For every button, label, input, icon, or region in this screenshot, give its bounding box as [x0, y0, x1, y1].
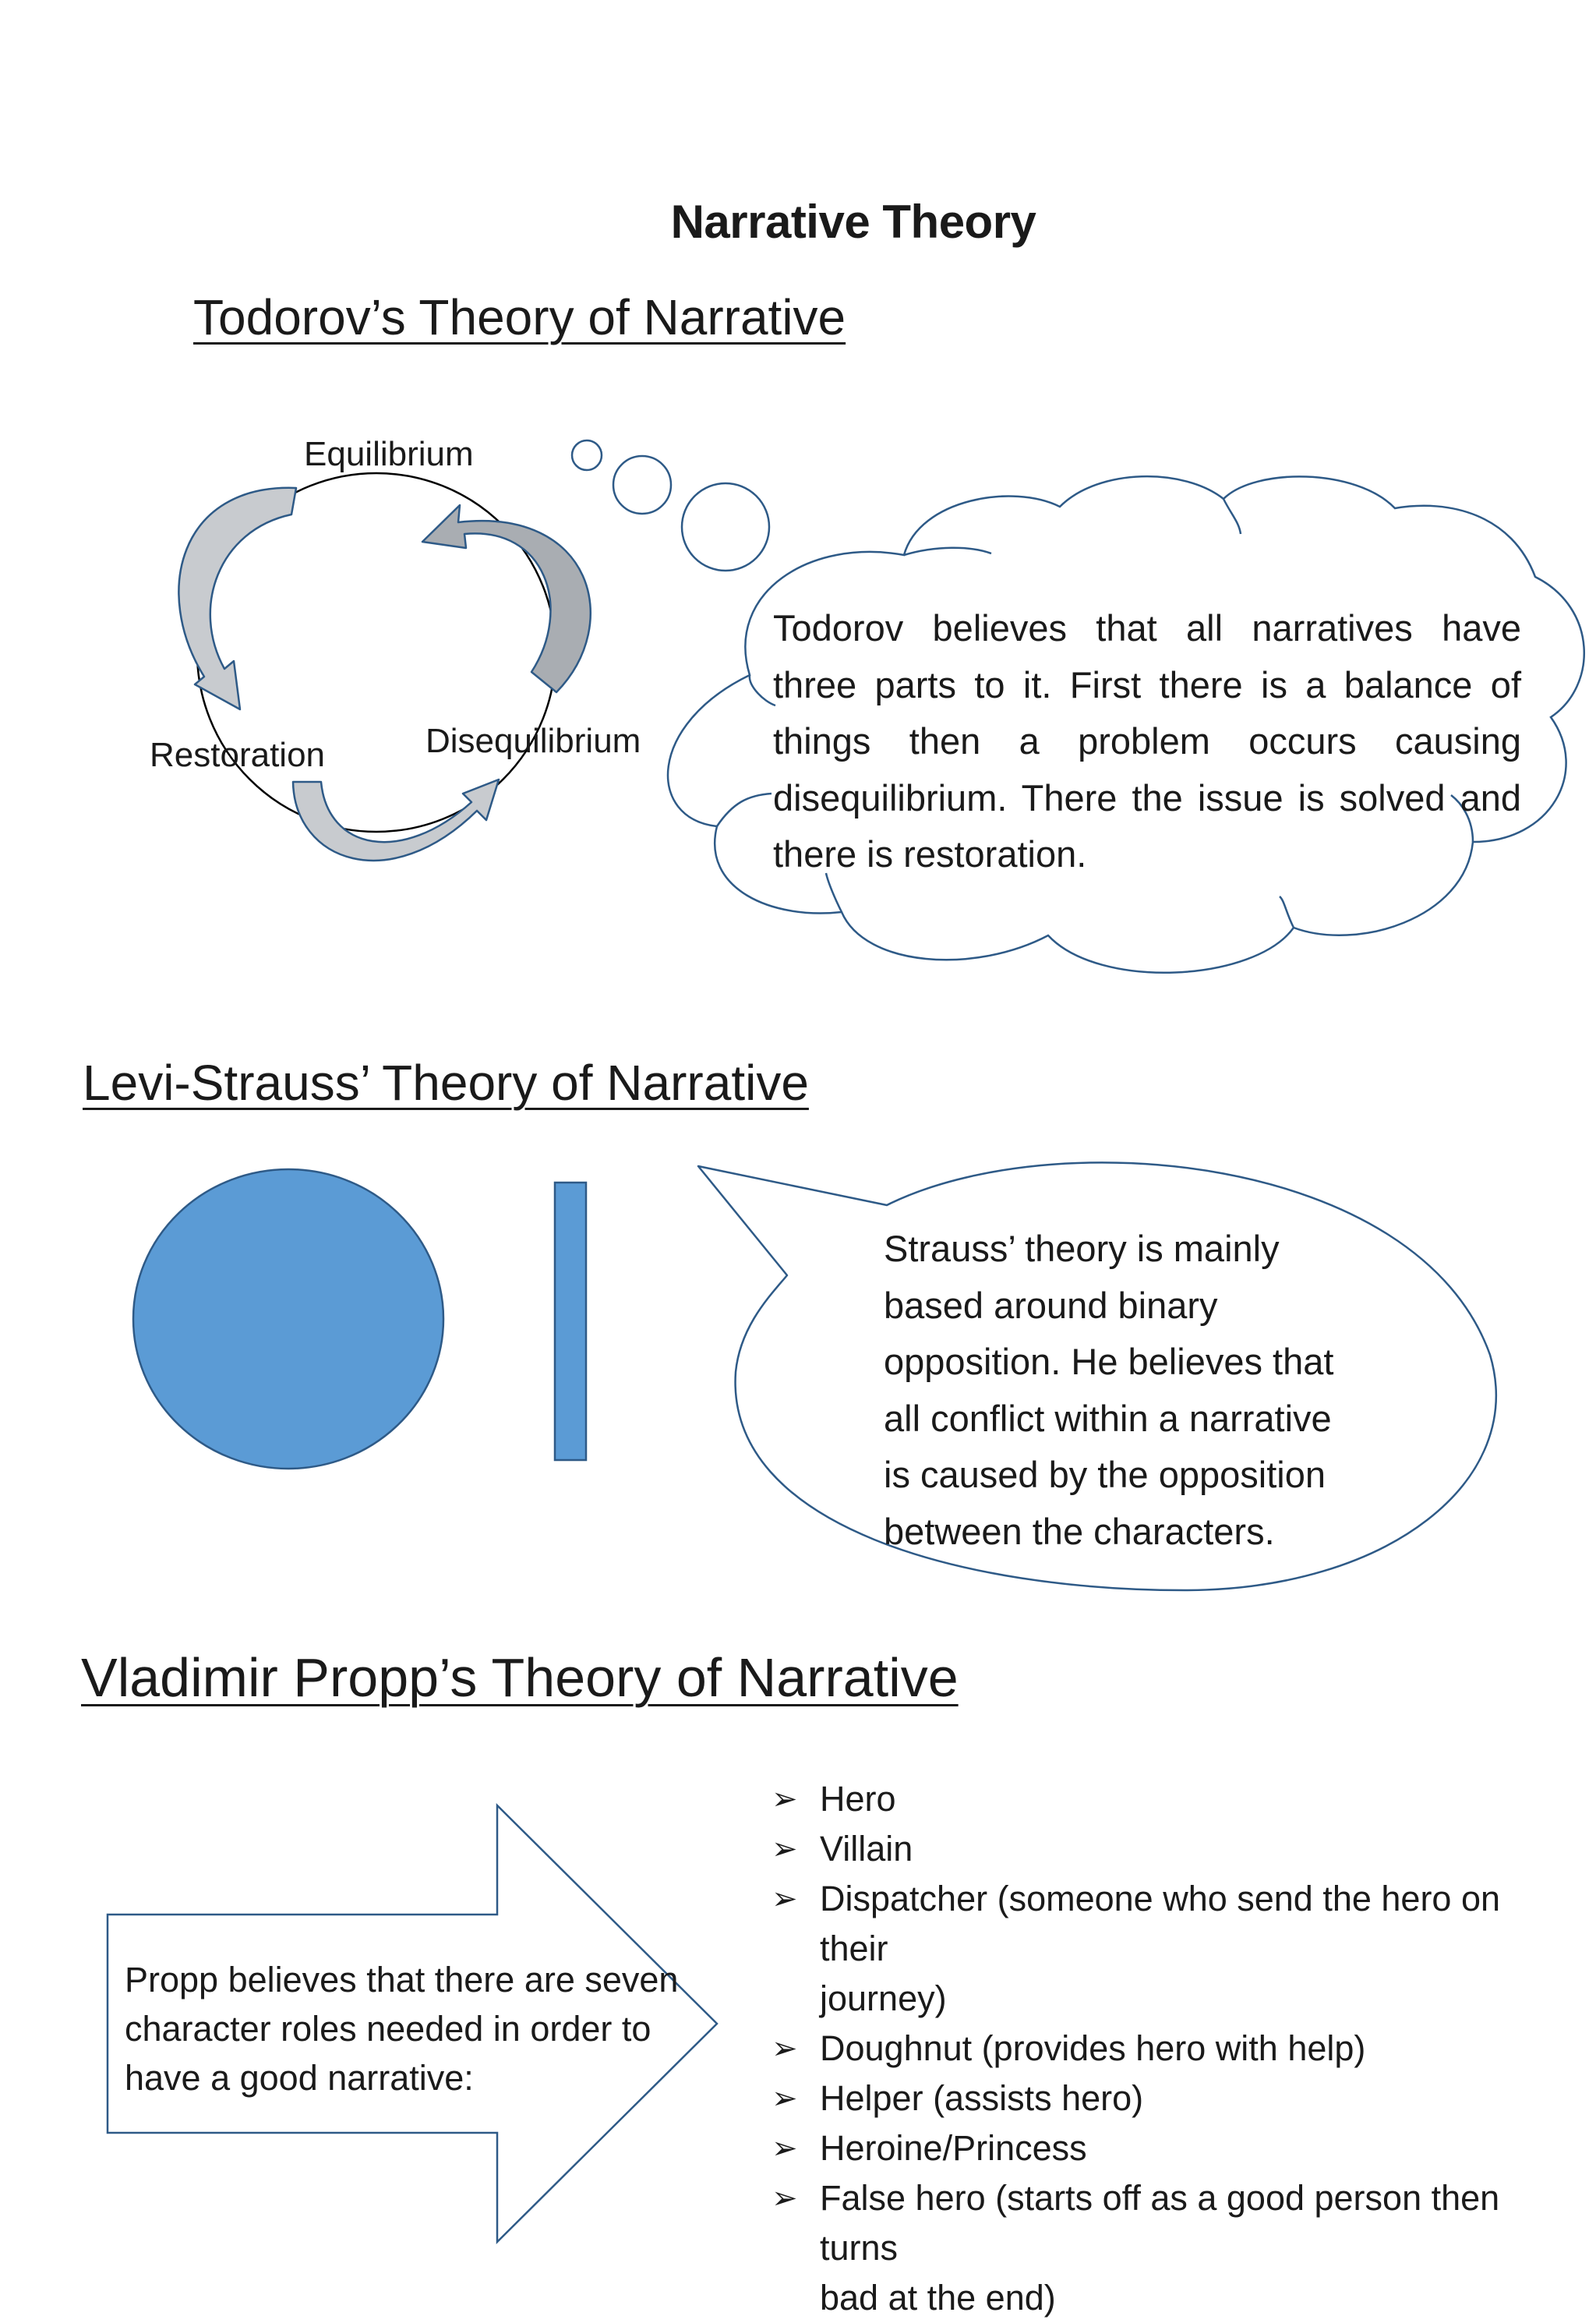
arrowhead-bullet-icon: ➢: [772, 2031, 798, 2066]
list-item: [772, 2074, 1568, 2123]
role-text: Helper (assists hero): [820, 2078, 1144, 2118]
text-line: Strauss’ theory is mainly: [884, 1228, 1280, 1269]
role-text: bad at the end): [820, 2278, 1056, 2318]
arrowhead-bullet-icon: ➢: [772, 2181, 798, 2215]
role-text: Doughnut (provides hero with help): [820, 2028, 1366, 2068]
list-item: [772, 2123, 1568, 2173]
thought-bubble-medium: [613, 456, 671, 514]
list-item: [772, 1874, 1568, 2024]
levi-strauss-description: [884, 1221, 1414, 1560]
role-text: False hero (starts off as a good person then turns: [820, 2178, 1500, 2268]
text-line: three parts to it. First there is a balance of: [773, 663, 1521, 705]
list-item: [772, 1774, 1568, 1824]
levi-strauss-heading: Levi-Strauss’ Theory of Narrative: [83, 1055, 809, 1111]
list-item: [772, 2024, 1568, 2074]
equilibrium-label: Equilibrium: [304, 435, 474, 473]
text-line: all conflict within a narrative: [884, 1397, 1332, 1439]
text-line: there is restoration.: [773, 833, 1087, 875]
binary-opposition-shapes: [133, 1169, 586, 1469]
arrowhead-bullet-icon: ➢: [772, 2081, 798, 2116]
cycle-arrow-bottom: [293, 780, 499, 861]
text-line: have a good narrative:: [125, 2058, 474, 2098]
blue-circle: [133, 1169, 443, 1469]
cycle-arrow-left: [178, 488, 296, 709]
role-text: Heroine/Princess: [820, 2128, 1087, 2168]
role-text: Villain: [820, 1829, 913, 1869]
todorov-description: [773, 600, 1521, 883]
list-item: [772, 2173, 1568, 2323]
text-line: is caused by the opposition: [884, 1454, 1326, 1495]
page-title: Narrative Theory: [670, 196, 1036, 248]
todorov-cycle-diagram: [178, 473, 590, 861]
thought-bubble-large: [682, 483, 769, 571]
text-line: character roles needed in order to: [125, 2009, 651, 2049]
propp-description: [125, 1955, 678, 2102]
propp-heading: Vladimir Propp’s Theory of Narrative: [81, 1647, 959, 1708]
todorov-heading: Todorov’s Theory of Narrative: [193, 289, 846, 345]
blue-bar: [555, 1183, 586, 1460]
cycle-arrow-right: [422, 505, 591, 692]
text-line: Propp believes that there are seven: [125, 1960, 679, 1999]
text-line: disequilibrium. There the issue is solved and: [773, 776, 1521, 819]
thought-bubble-small: [572, 440, 602, 470]
arrowhead-bullet-icon: ➢: [772, 1782, 798, 1816]
character-roles-list: [772, 1774, 1568, 2323]
arrowhead-bullet-icon: ➢: [772, 1832, 798, 1866]
role-text: Dispatcher (someone who send the hero on their: [820, 1879, 1501, 1968]
role-text: journey): [820, 1978, 947, 2018]
disequilibrium-label: Disequilibrium: [425, 722, 641, 760]
text-line: opposition. He believes that: [884, 1341, 1334, 1382]
list-item: [772, 1824, 1568, 1874]
arrowhead-bullet-icon: ➢: [772, 1882, 798, 1916]
text-line: based around binary: [884, 1284, 1218, 1326]
restoration-label: Restoration: [150, 736, 326, 774]
arrowhead-bullet-icon: ➢: [772, 2131, 798, 2166]
text-line: things then a problem occurs causing: [773, 720, 1521, 762]
text-line: Todorov believes that all narratives have: [773, 607, 1521, 649]
role-text: Hero: [820, 1779, 896, 1819]
text-line: between the characters.: [884, 1510, 1275, 1552]
